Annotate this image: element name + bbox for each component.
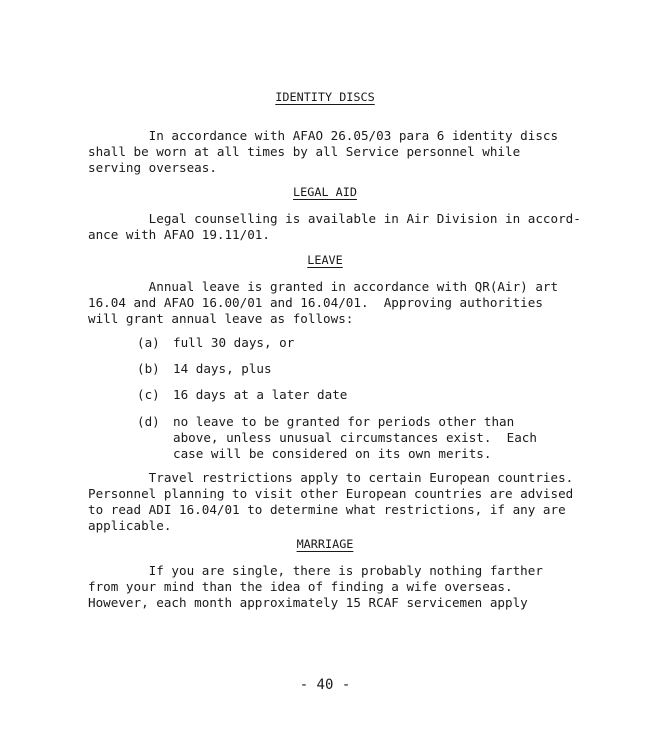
marriage-line: If you are single, there is probably nothing farther [88,563,543,578]
list-item-label: (c) [137,387,160,402]
travel-line: applicable. [88,518,172,533]
travel-line: Travel restrictions apply to certain European countries. [88,470,574,485]
list-item-text: full 30 days, or [173,335,295,350]
list-item-text: 14 days, plus [173,361,272,376]
heading-marriage: MARRIAGE [296,537,354,551]
legal-aid-line: Legal counselling is available in Air Division in accord- [88,211,581,226]
heading-legal-aid: LEGAL AID [293,185,357,199]
identity-discs-line: In accordance with AFAO 26.05/03 para 6 identity discs [88,128,559,143]
leave-line: 16.04 and AFAO 16.00/01 and 16.04/01. Approving authorities [88,295,543,310]
list-item-label: (b) [137,361,160,376]
page-number: - 40 - [299,677,351,693]
heading-identity-discs: IDENTITY DISCS [275,90,375,104]
identity-discs-line: shall be worn at all times by all Service personnel while [88,144,521,159]
marriage-line: from your mind than the idea of finding a wife overseas. [88,579,513,594]
list-item-label: (d) [137,414,160,429]
list-item-label: (a) [137,335,160,350]
list-item-text: 16 days at a later date [173,387,348,402]
list-item-text: no leave to be granted for periods other than [173,414,515,429]
travel-line: to read ADI 16.04/01 to determine what restrictions, if any are [88,502,566,517]
list-item-text: case will be considered on its own merits. [173,446,492,461]
legal-aid-line: ance with AFAO 19.11/01. [88,227,270,242]
leave-line: Annual leave is granted in accordance with QR(Air) art [88,279,559,294]
heading-leave: LEAVE [307,253,343,267]
leave-line: will grant annual leave as follows: [88,311,354,326]
identity-discs-line: serving overseas. [88,160,217,175]
list-item-text: above, unless unusual circumstances exist. Each [173,430,537,445]
travel-line: Personnel planning to visit other European countries are advised [88,486,574,501]
marriage-line: However, each month approximately 15 RCAF servicemen apply [88,595,528,610]
